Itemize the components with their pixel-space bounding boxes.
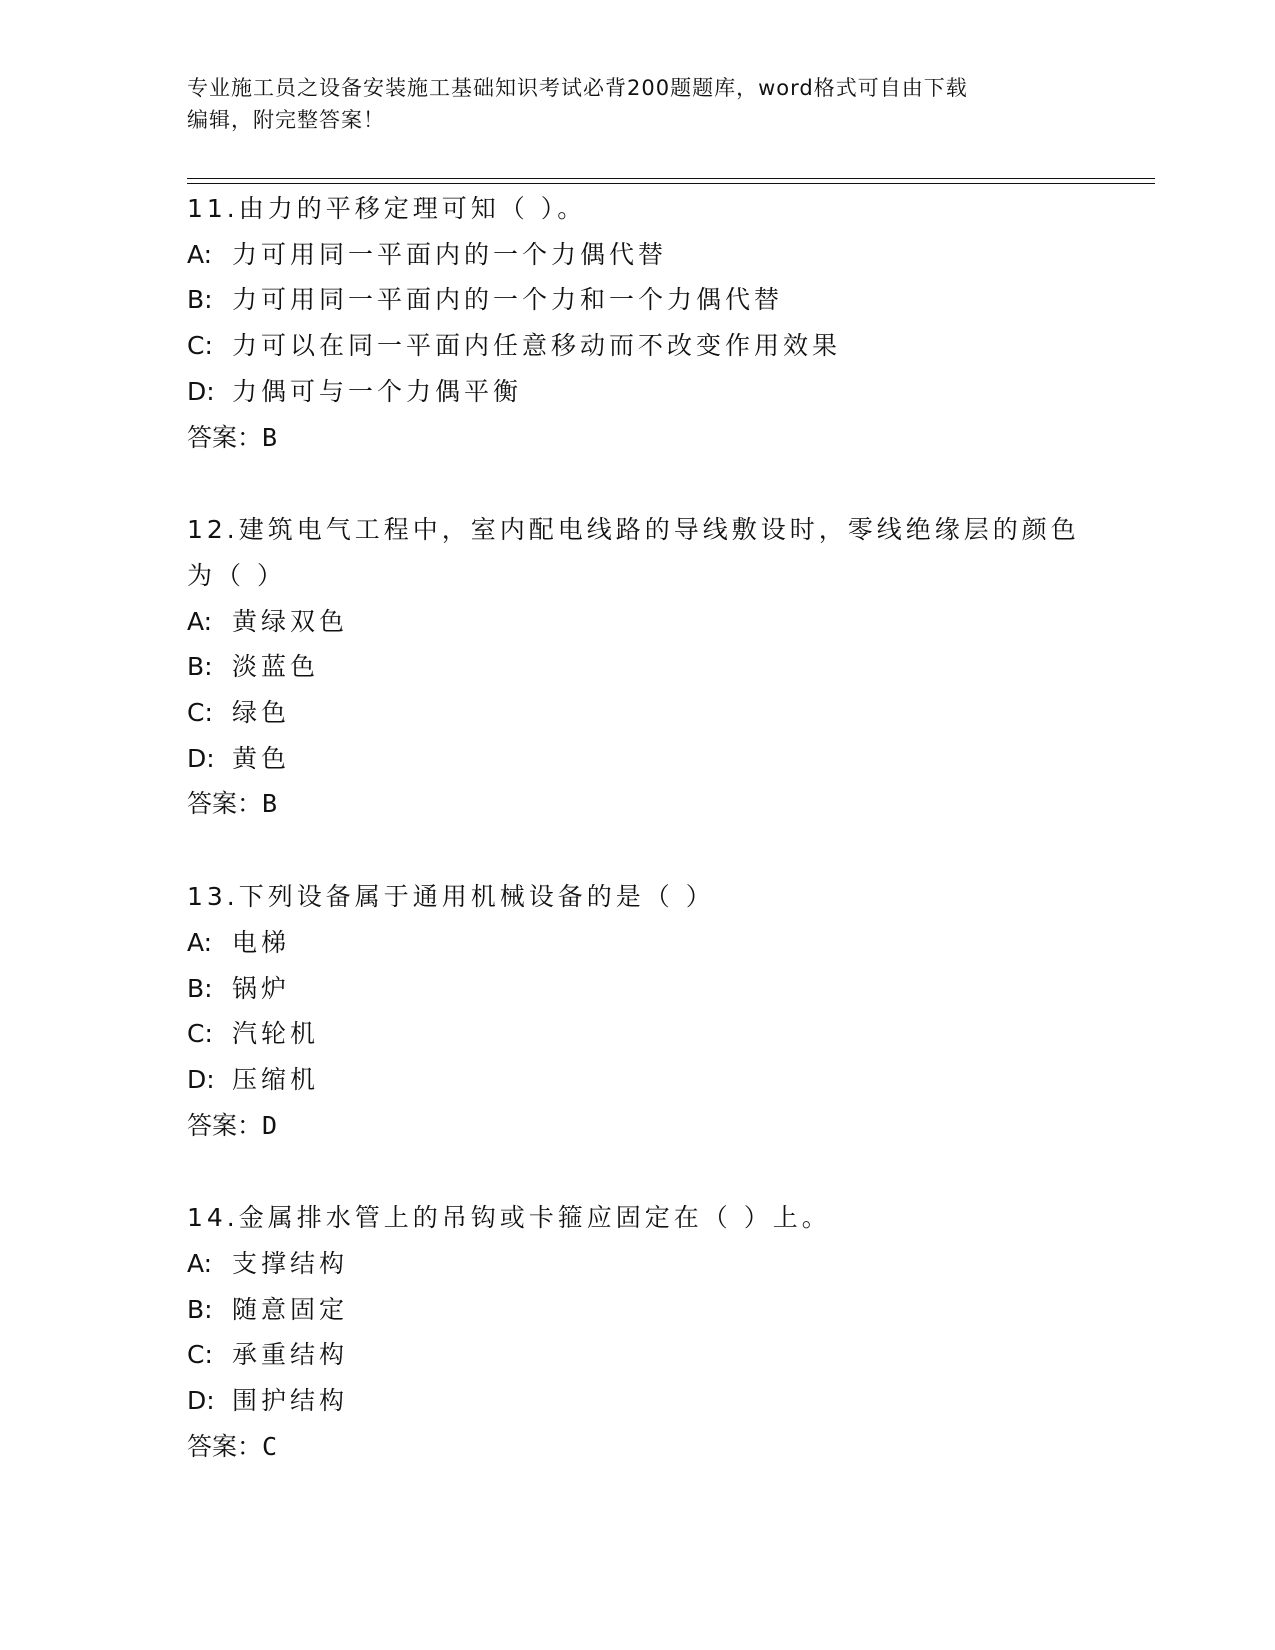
answer-value: D	[262, 1110, 278, 1140]
option-key: B:	[187, 652, 213, 682]
answer-label: 答案：	[187, 1110, 263, 1140]
option-key: B:	[187, 1294, 213, 1324]
option-a	[187, 599, 1087, 645]
option-key: C:	[187, 1019, 213, 1049]
option-text: 围护结构	[232, 1386, 349, 1416]
question-item	[187, 1195, 1087, 1469]
option-text: 锅炉	[232, 973, 291, 1003]
question-item	[187, 507, 1087, 827]
option-key: D:	[187, 376, 215, 406]
option-key: D:	[187, 1064, 215, 1094]
option-d	[187, 369, 1087, 415]
option-key: B:	[187, 285, 213, 315]
answer-value: C	[262, 1431, 278, 1461]
option-text: 压缩机	[232, 1064, 320, 1094]
option-text: 黄色	[232, 743, 291, 773]
question-list	[187, 186, 1087, 1470]
option-c	[187, 1011, 1087, 1057]
option-key: A:	[187, 1249, 213, 1279]
answer-line	[187, 1424, 1087, 1470]
option-c	[187, 690, 1087, 736]
option-text: 力可用同一平面内的一个力和一个力偶代替	[232, 285, 784, 315]
option-text: 电梯	[232, 927, 291, 957]
option-b	[187, 1287, 1087, 1333]
header-rule-bottom	[187, 183, 1155, 184]
answer-line	[187, 781, 1087, 827]
option-a	[187, 920, 1087, 966]
option-key: D:	[187, 743, 215, 773]
option-text: 随意固定	[232, 1294, 349, 1324]
answer-label: 答案：	[187, 1431, 263, 1461]
option-text: 力可以在同一平面内任意移动而不改变作用效果	[232, 331, 842, 361]
option-b	[187, 966, 1087, 1012]
option-key: C:	[187, 331, 213, 361]
option-a	[187, 232, 1087, 278]
option-c	[187, 1332, 1087, 1378]
option-d	[187, 1057, 1087, 1103]
question-stem: 11.由力的平移定理可知（ ）。	[187, 194, 587, 223]
question-stem: 13.下列设备属于通用机械设备的是（ ）	[187, 882, 715, 912]
option-key: B:	[187, 973, 213, 1003]
answer-value: B	[262, 789, 278, 819]
question-stem: 14.金属排水管上的吊钩或卡箍应固定在（ ）上。	[187, 1203, 831, 1233]
option-text: 力偶可与一个力偶平衡	[232, 376, 523, 406]
option-key: C:	[187, 698, 213, 728]
option-text: 淡蓝色	[232, 652, 320, 682]
option-key: A:	[187, 239, 213, 269]
answer-value: B	[262, 422, 278, 452]
question-item	[187, 186, 1087, 460]
option-text: 支撑结构	[232, 1249, 349, 1279]
option-b	[187, 277, 1087, 323]
answer-label: 答案：	[187, 422, 263, 452]
option-key: D:	[187, 1386, 215, 1416]
option-text: 承重结构	[232, 1340, 349, 1370]
header-rule-top	[187, 178, 1155, 179]
option-a	[187, 1241, 1087, 1287]
option-text: 力可用同一平面内的一个力偶代替	[232, 239, 668, 269]
option-d	[187, 1378, 1087, 1424]
option-b	[187, 644, 1087, 690]
answer-label: 答案：	[187, 789, 263, 819]
answer-line	[187, 415, 1087, 461]
document-header: 专业施工员之设备安装施工基础知识考试必背200题题库，word格式可自由下载 编辑，附完整答案！	[187, 76, 968, 132]
option-d	[187, 736, 1087, 782]
option-text: 绿色	[232, 698, 291, 728]
option-text: 黄绿双色	[232, 606, 349, 636]
answer-line	[187, 1103, 1087, 1149]
option-text: 汽轮机	[232, 1019, 320, 1049]
question-stem: 12.建筑电气工程中，室内配电线路的导线敷设时，零线绝缘层的颜色为（ ）	[187, 515, 1080, 590]
option-c	[187, 323, 1087, 369]
question-item	[187, 874, 1087, 1148]
option-key: C:	[187, 1340, 213, 1370]
option-key: A:	[187, 927, 213, 957]
option-key: A:	[187, 606, 213, 636]
